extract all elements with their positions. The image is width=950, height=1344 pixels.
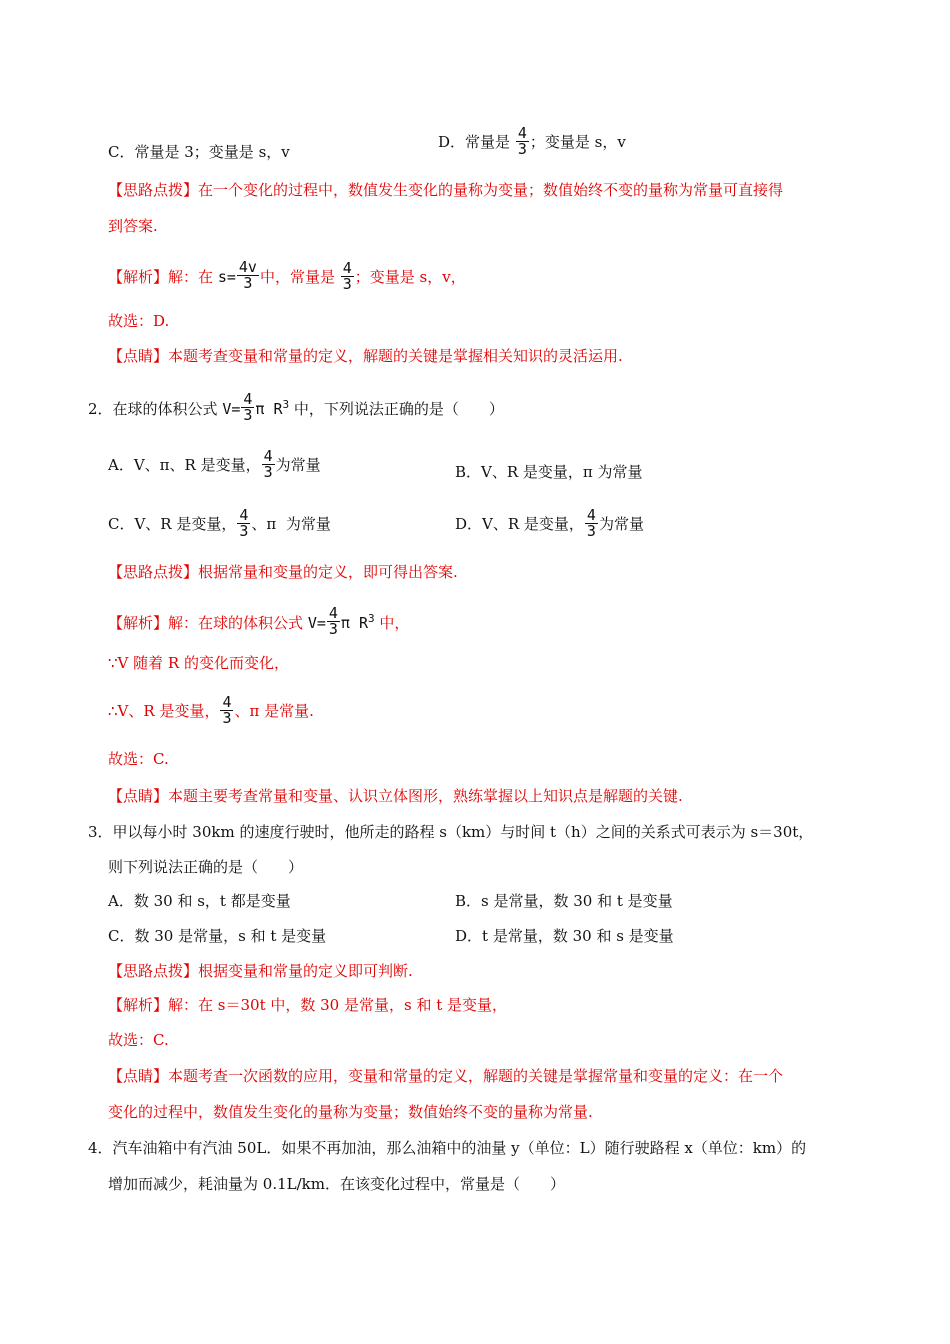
q4-stem-line1: 4．汽车油箱中有汽油 50L．如果不再加油，那么油箱中的油量 y（单位：L）随行驶路程 x（单位：km）的 <box>88 1139 807 1157</box>
q3-hint: 【思路点拨】根据变量和常量的定义即可判断. <box>108 962 413 980</box>
q1-solution: 【解析】解：在 s= $\frac{4v}{3}$ 中，常量是 $\frac{4}{3}$ ；变量是 s，v， <box>108 258 466 293</box>
formula-s: s= $\frac{4v}{3}$ <box>217 258 257 292</box>
fraction-four-thirds: $\frac{4}{3}$ <box>222 692 232 727</box>
q2-hint: 【思路点拨】根据常量和变量的定义，即可得出答案. <box>108 563 458 581</box>
fraction-four-thirds: $\frac{4}{3}$ <box>342 258 352 293</box>
q1-hint-cont: 到答案. <box>108 217 158 235</box>
q2-option-c: C．V、R 是变量， $\frac{4}{3}$ 、π 为常量 <box>108 505 331 540</box>
fraction-four-thirds: $\frac{4}{3}$ <box>263 446 273 481</box>
q1-hint: 【思路点拨】在一个变化的过程中，数值发生变化的量称为变量；数值始终不变的量称为常量可直接得 <box>108 181 784 199</box>
q2-option-a: A．V、π、R 是变量， $\frac{4}{3}$ 为常量 <box>108 446 321 481</box>
q2-therefore: ∴V、R 是变量， $\frac{4}{3}$ 、π 是常量. <box>108 692 314 727</box>
q1-choice: 故选：D. <box>108 312 170 330</box>
fraction-four-thirds: $\frac{4}{3}$ <box>517 123 527 158</box>
volume-formula: V= $\frac{4}{3}$ π $R^3$ <box>307 604 375 638</box>
fraction-four-thirds: $\frac{4}{3}$ <box>586 505 596 540</box>
q3-choice: 故选：C. <box>108 1031 169 1049</box>
fraction-four-thirds: $\frac{4}{3}$ <box>239 505 249 540</box>
q2-stem: 2．在球的体积公式 V= $\frac{4}{3}$ π $R^3$ 中，下列说法正确的是（ ） <box>88 390 504 424</box>
q2-because: ∵V 随着 R 的变化而变化， <box>108 654 289 672</box>
q2-solution: 【解析】解：在球的体积公式 V= $\frac{4}{3}$ π $R^3$ 中， <box>108 604 410 638</box>
q3-stem-line2: 则下列说法正确的是（ ） <box>108 858 304 876</box>
q3-option-d: D．t 是常量，数 30 和 s 是变量 <box>455 927 674 945</box>
q3-option-a: A．数 30 和 s，t 都是变量 <box>108 892 291 910</box>
q1-option-d: D．常量是 $\frac{4}{3}$ ；变量是 s，v <box>438 123 626 158</box>
q4-stem-line2: 增加而减少，耗油量为 0.1L/km．在该变化过程中，常量是（ ） <box>108 1175 565 1193</box>
q2-option-d: D．V、R 是变量， $\frac{4}{3}$ 为常量 <box>455 505 644 540</box>
q3-solution: 【解析】解：在 s＝30t 中，数 30 是常量，s 和 t 是变量， <box>108 996 508 1014</box>
q2-choice: 故选：C. <box>108 750 169 768</box>
q2-note: 【点睛】本题主要考查常量和变量、认识立体图形，熟练掌握以上知识点是解题的关键. <box>108 787 683 805</box>
q1-option-c: C．常量是 3；变量是 s，v <box>108 143 290 161</box>
q3-note: 【点睛】本题考查一次函数的应用，变量和常量的定义，解题的关键是掌握常量和变量的定义：在一个 <box>108 1067 784 1085</box>
volume-formula: V= $\frac{4}{3}$ π $R^3$ <box>222 390 290 424</box>
q3-option-b: B．s 是常量，数 30 和 t 是变量 <box>455 892 673 910</box>
q3-note-cont: 变化的过程中，数值发生变化的量称为变量；数值始终不变的量称为常量. <box>108 1103 593 1121</box>
q3-stem-line1: 3．甲以每小时 30km 的速度行驶时，他所走的路程 s（km）与时间 t（h）之间的关系式可表示为 s＝30t， <box>88 823 814 841</box>
q3-option-c: C．数 30 是常量，s 和 t 是变量 <box>108 927 327 945</box>
q1-note: 【点睛】本题考查变量和常量的定义，解题的关键是掌握相关知识的灵活运用. <box>108 347 623 365</box>
q2-option-b: B．V、R 是变量，π 为常量 <box>455 463 643 481</box>
